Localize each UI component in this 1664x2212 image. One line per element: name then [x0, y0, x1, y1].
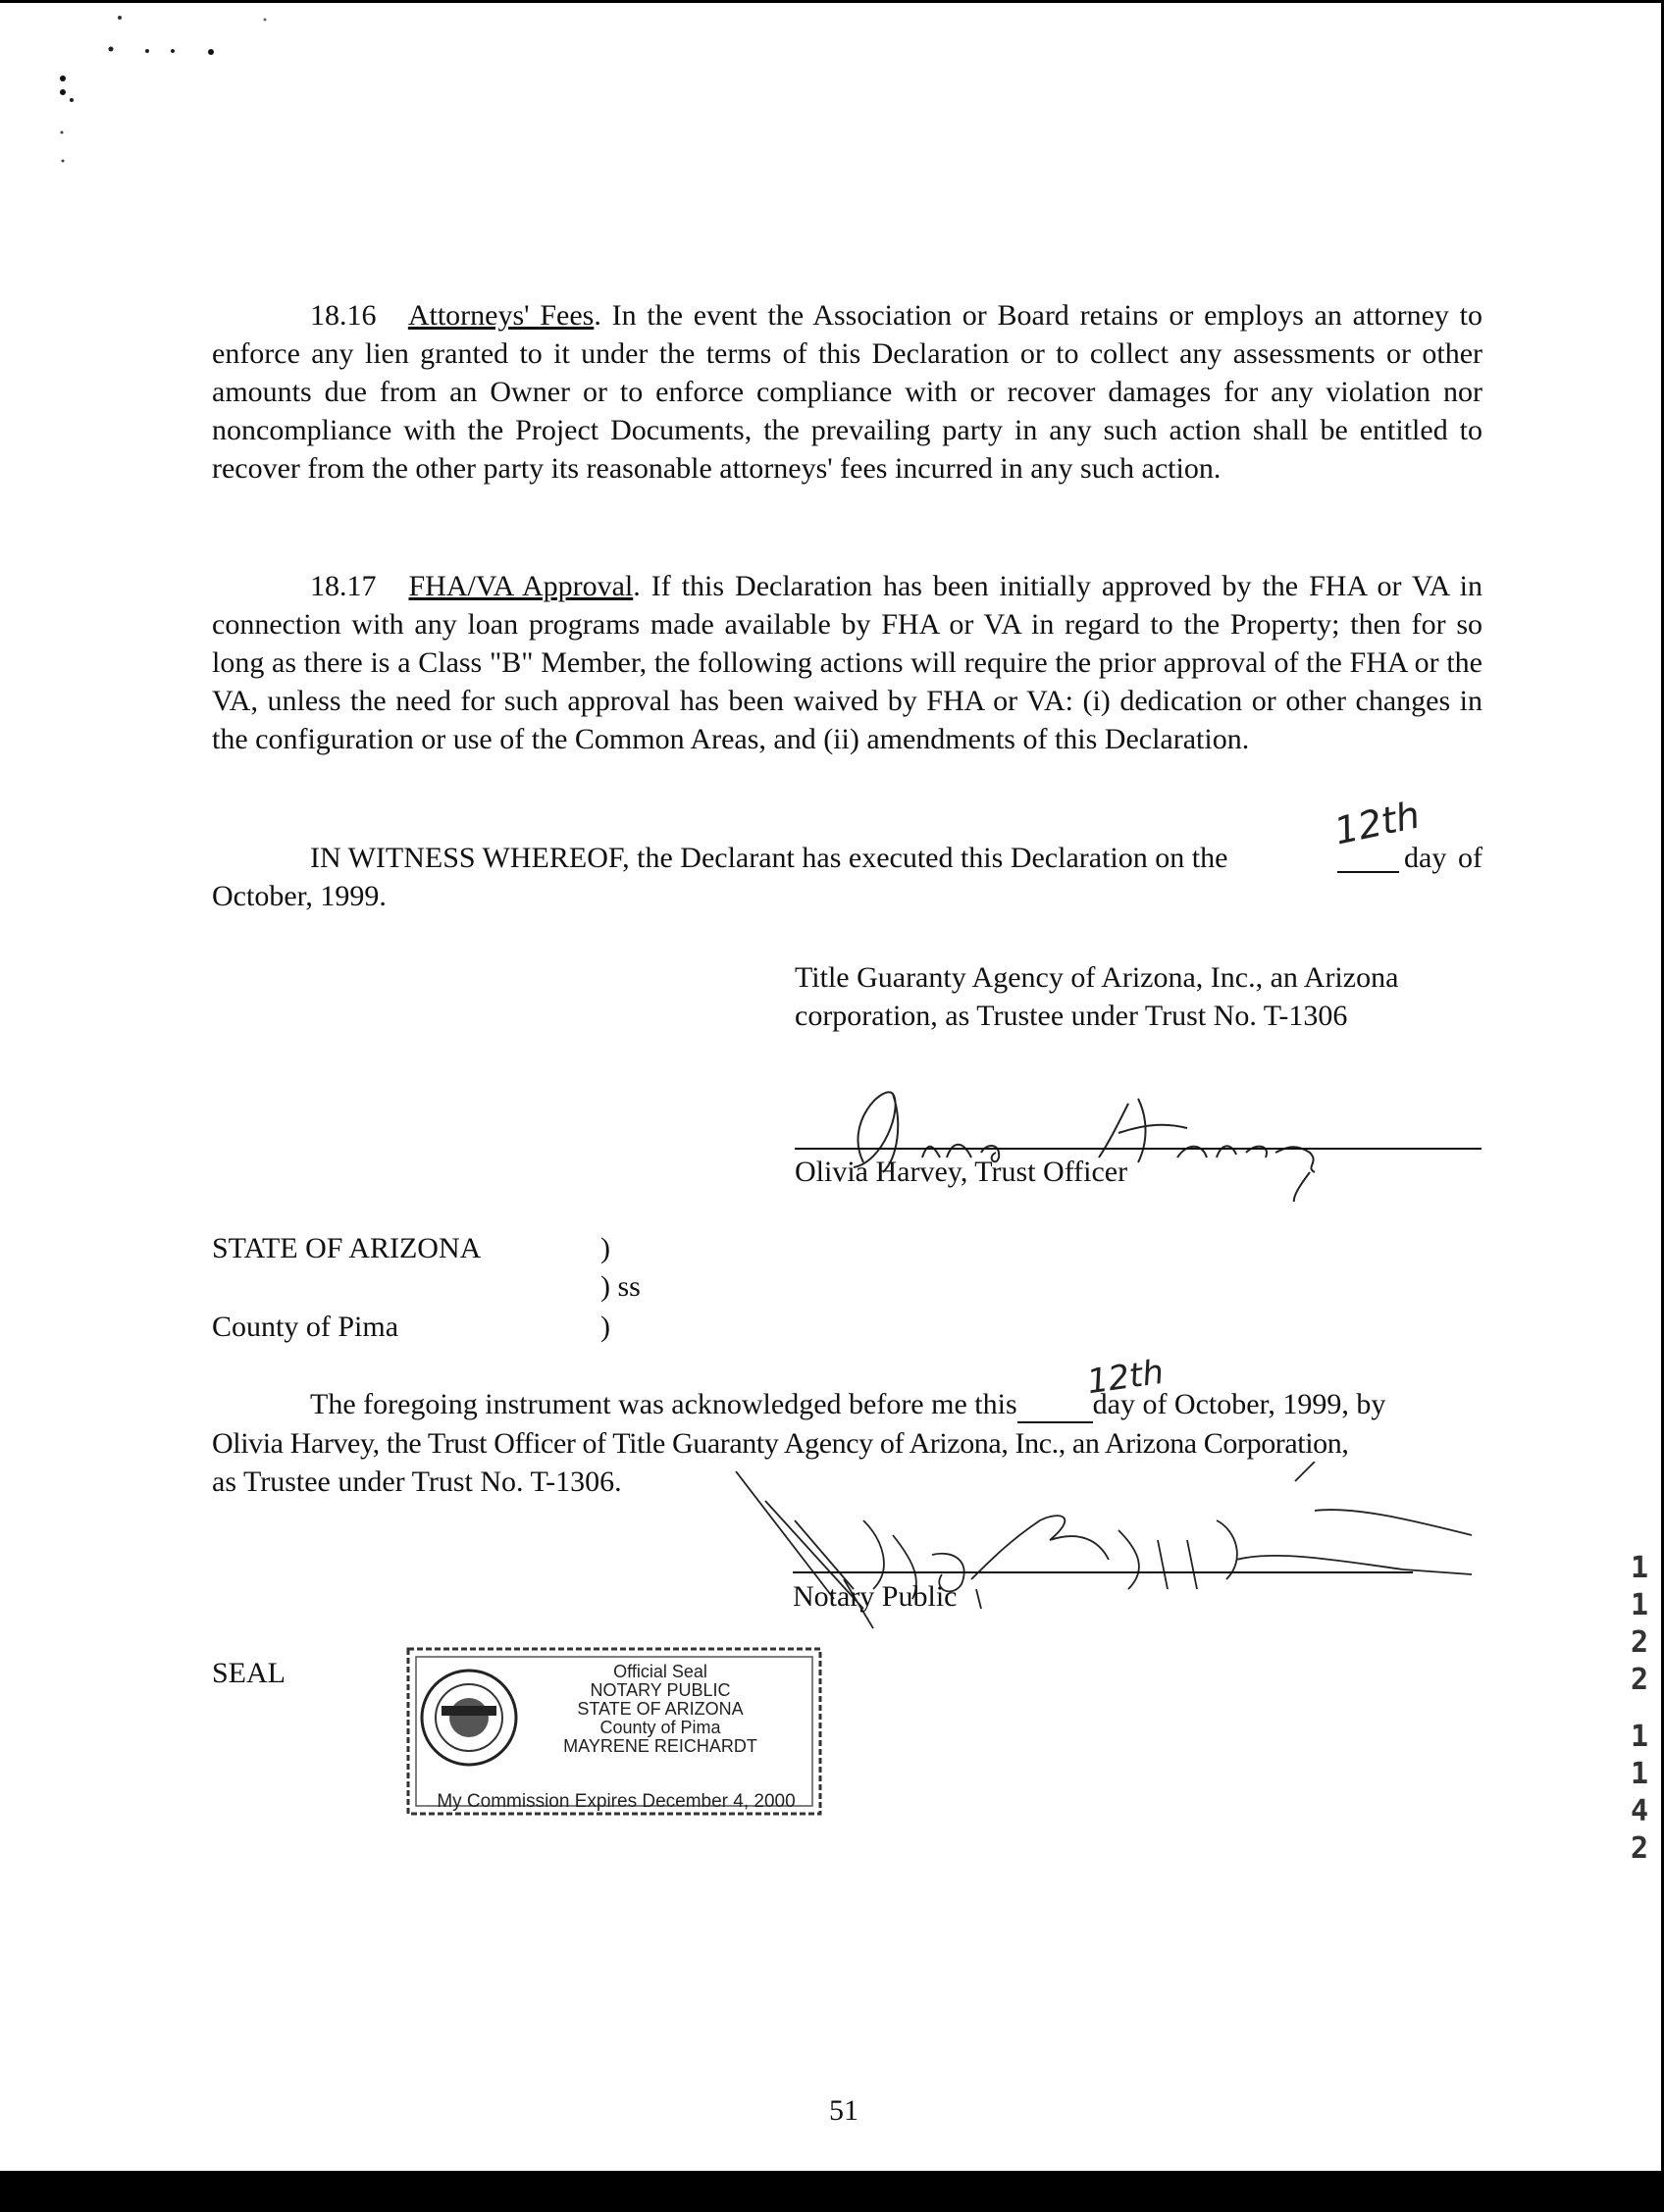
scan-edge-bottom — [0, 2171, 1664, 2212]
venue-paren-bottom: ) — [600, 1311, 610, 1343]
section-body: . If this Declaration has been initially approved by the FHA or VA in connection with any loan programs made available by FHA or VA in regard to the Property; then for so long as there is a Class "B" Member, the following actions will require the prior approval of the FHA or the VA, unless the need for such approval has been waived by FHA or VA: (i) dedication or other changes in the configuration or use of the Common Areas, and (ii) amendments of this Declaration. — [212, 570, 1483, 755]
signature-rule — [795, 1148, 1482, 1150]
rec-digit: 1 — [1630, 1720, 1649, 1754]
venue-paren-top: ) — [600, 1232, 610, 1264]
stamp-line-2: NOTARY PUBLIC — [590, 1680, 731, 1700]
ack-text-before: The foregoing instrument was acknowledged before me this — [310, 1388, 1017, 1420]
ack-text-after: day of October, 1999, by — [1092, 1388, 1386, 1420]
stamp-line-3: STATE OF ARIZONA — [577, 1699, 744, 1719]
rec-digit: 1 — [1630, 1588, 1649, 1622]
section-number: 18.17 — [310, 570, 377, 602]
section-heading: Attorneys' Fees — [407, 299, 595, 332]
witness-text-before: IN WITNESS WHEREOF, the Declarant has executed this Declaration on the — [310, 842, 1228, 874]
stamp-expires: My Commission Expires December 4, 2000 — [437, 1791, 796, 1812]
ack-line-3: as Trustee under Trust No. T-1306. — [212, 1466, 622, 1498]
ack-line-1 — [310, 1385, 1385, 1423]
ack-handwritten-day: 12th — [1084, 1352, 1167, 1403]
recording-number — [1623, 1550, 1656, 1868]
section-18-16 — [212, 296, 1482, 488]
witness-text-after-label: day of October, 1999. — [212, 842, 1482, 912]
company-line-2: corporation, as Trustee under Trust No. T-1306 — [795, 1000, 1348, 1032]
ack-line-2: Olivia Harvey, the Trust Officer of Title Guaranty Agency of Arizona, Inc., an Arizona Corporation, — [212, 1427, 1349, 1460]
stamp-line-5: MAYRENE REICHARDT — [563, 1736, 757, 1756]
page-number: 51 — [829, 2094, 858, 2127]
witness-handwritten-day: 12th — [1330, 793, 1424, 853]
notary-stamp — [402, 1643, 826, 1820]
notary-rule — [793, 1571, 1413, 1573]
scan-specks — [39, 10, 294, 177]
rec-digit: 1 — [1630, 1757, 1649, 1791]
stamp-line-4: County of Pima — [599, 1718, 721, 1737]
venue-state: STATE OF ARIZONA — [212, 1232, 482, 1264]
section-18-17 — [212, 567, 1482, 758]
rec-gap — [1623, 1699, 1656, 1719]
stamp-line-1: Official Seal — [613, 1662, 707, 1681]
rec-digit: 2 — [1630, 1831, 1649, 1866]
venue-ss: ) ss — [600, 1270, 641, 1303]
rec-digit: 2 — [1630, 1625, 1649, 1660]
stamp-text — [437, 1662, 812, 1812]
rec-digit: 2 — [1630, 1663, 1649, 1697]
section-body: . In the event the Association or Board retains or employs an attorney to enforce any lien granted to it under the terms of this Declaration or to collect any assessments or other amounts due from an Owner or to enforce compliance with or recover damages for any violation nor noncompliance with the Project Documents, the prevailing party in any such action shall be entitled to recover from the other party its reasonable attorneys' fees incurred in any such action. — [212, 299, 1483, 485]
venue-county: County of Pima — [212, 1311, 399, 1343]
ack-day-blank — [1017, 1392, 1093, 1423]
company-line-1: Title Guaranty Agency of Arizona, Inc., an Arizona — [795, 961, 1399, 994]
scan-edge-top — [0, 0, 1664, 3]
section-number: 18.16 — [310, 299, 377, 332]
rec-digit: 4 — [1630, 1794, 1649, 1828]
section-heading: FHA/VA Approval — [408, 570, 634, 602]
signatory-name-title: Olivia Harvey, Trust Officer — [795, 1156, 1128, 1188]
witness-text-after — [212, 839, 1482, 915]
rec-digit: 1 — [1630, 1551, 1649, 1585]
notary-label: Notary Public — [793, 1580, 958, 1613]
seal-label: SEAL — [212, 1657, 286, 1689]
